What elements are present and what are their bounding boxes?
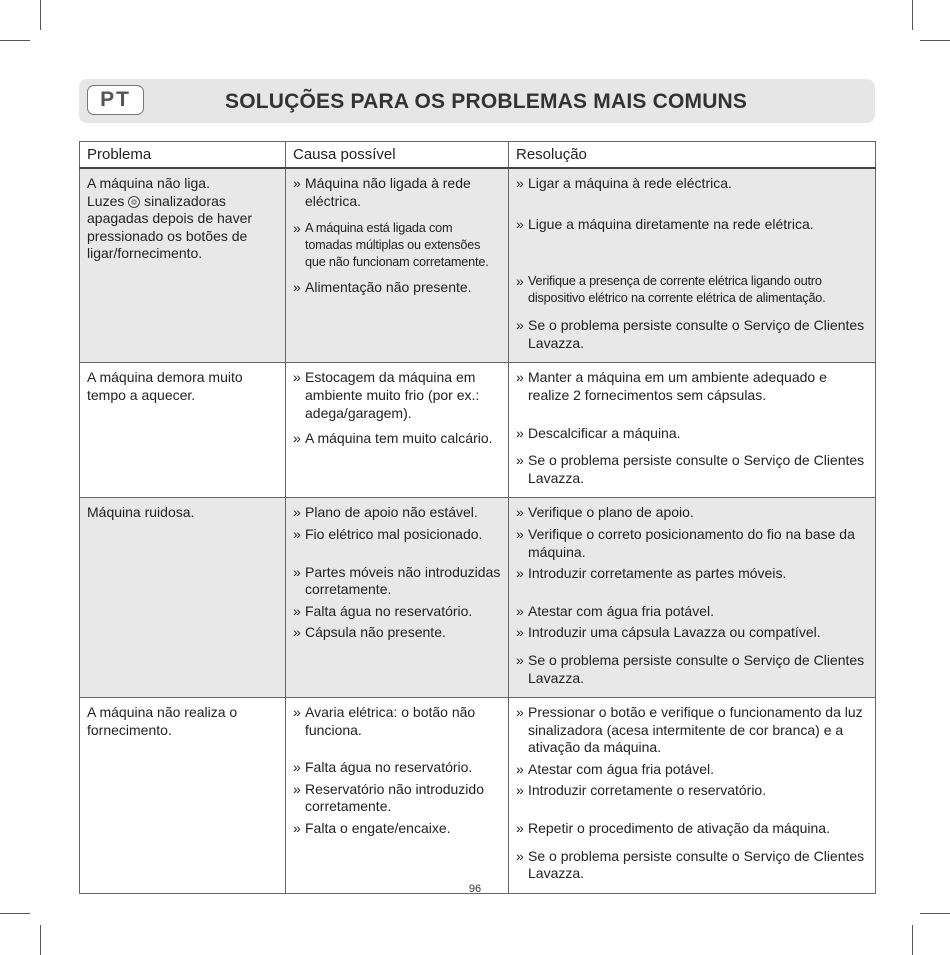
- resolution-item: » Ligar a máquina à rede eléctrica.: [516, 175, 732, 191]
- cause-item: » Plano de apoio não estável.: [293, 504, 478, 521]
- crop-mark: [0, 40, 30, 41]
- cause-cell: [286, 698, 509, 894]
- resolution-item: » Verifique o correto posicionamento do fio na base da máquina.: [516, 525, 855, 560]
- table-row: [80, 363, 876, 498]
- cause-item: » Falta o engate/encaixe.: [293, 820, 451, 837]
- cause-item: » Estocagem da máquina em ambiente muito frio (por ex.: adega/garagem).: [293, 369, 480, 421]
- resolution-cell: [509, 363, 876, 498]
- bullet-icon: »: [516, 369, 524, 386]
- problem-cell: A máquina não liga. Luzes sinalizadoras apagadas depois de haver pressionado os botões de ligar/fornecimento.: [80, 168, 286, 363]
- resolution-item: » Repetir o procedimento de ativação da máquina.: [516, 820, 830, 837]
- table-row: [80, 168, 876, 363]
- cause-item: » Falta água no reservatório.: [293, 759, 473, 776]
- bullet-icon: »: [293, 759, 301, 776]
- bullet-icon: »: [293, 504, 301, 521]
- cause-item: » Avaria elétrica: o botão não funciona.: [293, 704, 476, 738]
- bullet-icon: »: [516, 820, 524, 837]
- column-header-problem: Problema: [80, 142, 286, 169]
- resolution-item: » Verifique o plano de apoio.: [516, 504, 694, 521]
- resolution-item: » Descalcificar a máquina.: [516, 424, 681, 441]
- bullet-icon: »: [293, 563, 301, 580]
- cause-cell: [286, 498, 509, 698]
- crop-mark: [920, 913, 950, 914]
- bullet-icon: »: [516, 504, 524, 521]
- cause-item: » Fio elétrico mal posicionado.: [293, 525, 483, 542]
- bullet-icon: »: [516, 782, 524, 799]
- bullet-icon: »: [516, 273, 524, 290]
- cause-item: » A máquina tem muito calcário.: [293, 430, 493, 447]
- bullet-icon: »: [516, 565, 524, 582]
- cause-item: » Máquina não ligada à rede eléctrica.: [293, 175, 471, 209]
- cause-item: » Alimentação não presente.: [293, 279, 472, 296]
- language-badge: PT: [87, 85, 144, 115]
- resolution-cell: [509, 698, 876, 894]
- section-header: [79, 79, 875, 123]
- cause-item: » Reservatório não introduzido corretamente.: [293, 780, 484, 815]
- crop-mark: [912, 0, 913, 30]
- resolution-item: » Introduzir uma cápsula Lavazza ou compatível.: [516, 624, 821, 641]
- page-number: 96: [468, 883, 482, 895]
- cause-item: » Falta água no reservatório.: [293, 602, 473, 619]
- bullet-icon: »: [293, 820, 301, 837]
- bullet-icon: »: [293, 369, 301, 386]
- bullet-icon: »: [293, 602, 301, 619]
- table-header-row: [80, 142, 876, 169]
- cause-item: » Cápsula não presente.: [293, 624, 446, 641]
- cause-item: » A máquina está ligada com tomadas múltiplas ou extensões que não funcionam corretamente.: [293, 220, 489, 270]
- bullet-icon: »: [516, 215, 524, 232]
- problem-cell: Máquina ruidosa.: [80, 498, 286, 698]
- resolution-item: » Se o problema persiste consulte o Serviço de Clientes Lavazza.: [516, 452, 865, 486]
- troubleshooting-table: [79, 141, 876, 894]
- bullet-icon: »: [516, 317, 524, 334]
- bullet-icon: »: [516, 704, 524, 721]
- cause-cell: [286, 168, 509, 363]
- column-header-resolution: Resolução: [509, 142, 876, 169]
- resolution-item: » Manter a máquina em um ambiente adequado e realize 2 fornecimentos sem cápsulas.: [516, 369, 827, 403]
- resolution-item: » Atestar com água fria potável.: [516, 760, 714, 777]
- cause-item: » Partes móveis não introduzidas corretamente.: [293, 563, 501, 598]
- bullet-icon: »: [516, 525, 524, 542]
- crop-mark: [912, 925, 913, 955]
- bullet-icon: »: [516, 452, 524, 469]
- table-row: [80, 498, 876, 698]
- resolution-item: » Pressionar o botão e verifique o funcionamento da luz sinalizadora (acesa intermitente de cor branca) e a ativação da máquina.: [516, 704, 863, 756]
- resolution-item: » Verifique a presença de corrente elétrica ligando outro dispositivo elétrico na corrente elétrica de alimentação.: [516, 273, 826, 306]
- column-header-cause: Causa possível: [286, 142, 509, 169]
- bullet-icon: »: [293, 279, 301, 296]
- table-row: [80, 698, 876, 894]
- resolution-cell: [509, 498, 876, 698]
- problem-cell: A máquina não realiza o fornecimento.: [80, 698, 286, 894]
- crop-mark: [40, 0, 41, 30]
- bullet-icon: »: [516, 424, 524, 441]
- bullet-icon: »: [293, 175, 301, 191]
- bullet-icon: »: [293, 430, 301, 447]
- indicator-light-icon: [128, 196, 140, 208]
- page-title: SOLUÇÕES PARA OS PROBLEMAS MAIS COMUNS: [225, 90, 748, 113]
- bullet-icon: »: [293, 780, 301, 797]
- crop-mark: [40, 925, 41, 955]
- bullet-icon: »: [293, 704, 301, 721]
- crop-mark: [0, 913, 30, 914]
- bullet-icon: »: [293, 220, 301, 237]
- resolution-item: » Se o problema persiste consulte o Serviço de Clientes Lavazza.: [516, 847, 865, 882]
- crop-mark: [920, 40, 950, 41]
- bullet-icon: »: [516, 624, 524, 641]
- bullet-icon: »: [516, 760, 524, 777]
- problem-cell: A máquina demora muito tempo a aquecer.: [80, 363, 286, 498]
- bullet-icon: »: [516, 651, 524, 668]
- bullet-icon: »: [293, 624, 301, 641]
- bullet-icon: »: [516, 175, 524, 191]
- cause-cell: [286, 363, 509, 498]
- resolution-item: » Se o problema persiste consulte o Serviço de Clientes Lavazza.: [516, 317, 865, 351]
- bullet-icon: »: [516, 602, 524, 619]
- resolution-cell: [509, 168, 876, 363]
- resolution-item: » Atestar com água fria potável.: [516, 602, 714, 619]
- resolution-item: » Introduzir corretamente as partes móveis.: [516, 565, 787, 582]
- resolution-item: » Introduzir corretamente o reservatório.: [516, 782, 767, 799]
- resolution-item: » Ligue a máquina diretamente na rede elétrica.: [516, 215, 814, 232]
- resolution-item: » Se o problema persiste consulte o Serviço de Clientes Lavazza.: [516, 651, 865, 686]
- bullet-icon: »: [516, 847, 524, 864]
- bullet-icon: »: [293, 525, 301, 542]
